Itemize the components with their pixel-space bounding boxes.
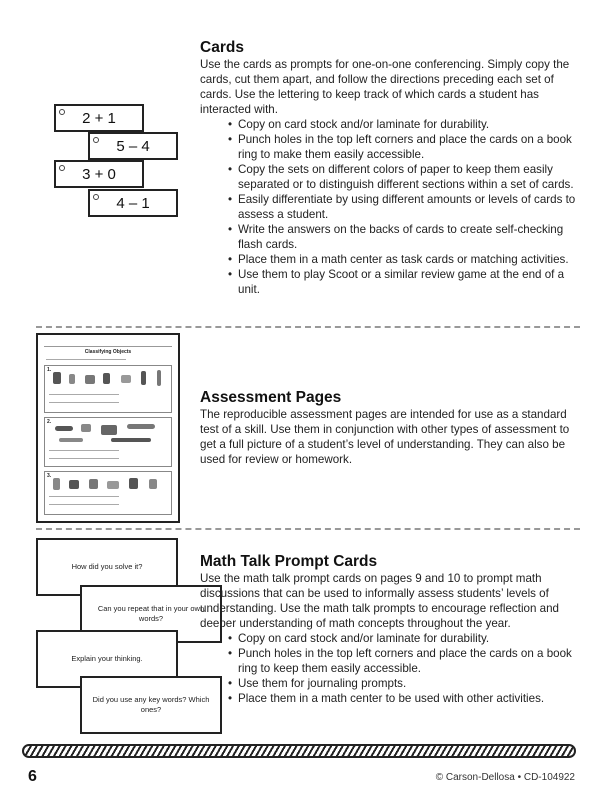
talk-bullet-list [228,631,580,706]
talk-card-text: Did you use any key words? Which ones? [92,695,210,714]
answer-line [49,394,119,395]
thumbnail-title: Classifying Objects [84,349,132,355]
object-icon [53,372,61,384]
punch-hole-icon [93,194,99,200]
object-icon [157,370,161,386]
answer-line [49,402,119,403]
math-card-label: 5 – 4 [116,137,150,155]
question-number: 3. [47,473,52,479]
talk-card-text: Explain your thinking. [71,654,143,663]
object-icon [111,438,151,442]
punch-hole-icon [59,109,65,115]
list-item: • Use them for journaling prompts. [228,676,580,691]
assessment-body: The reproducible assessment pages are intended for use as a standard test of a skill. Use them in conjunction with other types of assessment to get a full picture of a student’s level of understanding. They can also be used for review or homework. [200,408,570,466]
answer-line [49,504,119,505]
question-box [44,365,172,413]
talk-heading: Math Talk Prompt Cards [200,553,378,570]
object-icon [69,374,75,384]
list-item: • Write the answers on the backs of cards to create self-checking flash cards. [228,222,580,252]
question-number: 1. [47,367,52,373]
math-card-2 [88,132,178,160]
object-icon [127,424,155,429]
punch-hole-icon [59,165,65,171]
object-icon [89,479,98,489]
footer-stripe-bar [22,744,576,758]
list-item: • Place them in a math center to be used with other activities. [228,691,580,706]
list-item: • Punch holes in the top left corners and place the cards on a book ring to keep them easily accessible. [228,646,580,676]
question-box [44,417,172,467]
math-card-1 [54,104,144,132]
list-item: • Place them in a math center as task cards or matching activities. [228,252,580,267]
section-divider [36,326,580,328]
object-icon [81,424,91,432]
talk-intro: Use the math talk prompt cards on pages 9 and 10 to prompt math discussions that can be used to informally assess students’ levels of understanding. Use the math talk prompts to encourage reflection and deeper understanding of math concepts throughout the year. [200,572,559,630]
assessment-page-thumbnail [36,333,180,523]
object-icon [103,373,110,384]
list-item: • Use them to play Scoot or a similar review game at the end of a unit. [228,267,580,297]
object-icon [121,375,131,383]
object-icon [55,426,73,431]
math-card-label: 4 – 1 [116,194,150,212]
assessment-section [200,388,580,467]
cards-intro: Use the cards as prompts for one-on-one conferencing. Simply copy the cards, cut them apart, and follow the directions preceding each set of cards. Use the lettering to keep track of which cards a student has interacted with. [200,58,570,116]
list-item: • Copy on card stock and/or laminate for durability. [228,117,580,132]
object-icon [53,478,60,490]
answer-line [49,496,119,497]
cards-heading: Cards [200,39,244,56]
section-divider [36,528,580,530]
question-box [44,471,172,515]
math-card-4 [88,189,178,217]
list-item: • Easily differentiate by using different amounts or levels of cards to assess a student. [228,192,580,222]
punch-hole-icon [93,137,99,143]
talk-card-text: How did you solve it? [71,562,143,571]
assessment-heading: Assessment Pages [200,389,342,406]
math-card-3 [54,160,144,188]
publisher-credit: © Carson-Dellosa • CD-104922 [435,772,575,783]
page-number: 6 [28,768,37,785]
talk-section [200,552,580,706]
math-card-label: 2 + 1 [82,109,116,127]
object-icon [129,478,138,489]
list-item: • Punch holes in the top left corners and place the cards on a book ring to make them easily accessible. [228,132,580,162]
object-icon [141,371,146,385]
object-icon [107,481,119,489]
object-icon [59,438,83,442]
object-icon [149,479,157,489]
name-date-line [44,341,172,347]
talk-card-text: Can you repeat that in your own words? [97,604,205,623]
cards-bullet-list [228,117,580,297]
directions-line [46,359,126,360]
question-number: 2. [47,419,52,425]
list-item: • Copy the sets on different colors of paper to keep them easily separated or to distinguish different sections within a set of cards. [228,162,580,192]
answer-line [49,458,119,459]
answer-line [49,450,119,451]
object-icon [101,425,117,435]
math-card-label: 3 + 0 [82,165,116,183]
object-icon [69,480,79,489]
cards-section [200,38,580,297]
list-item: • Copy on card stock and/or laminate for durability. [228,631,580,646]
object-icon [85,375,95,384]
